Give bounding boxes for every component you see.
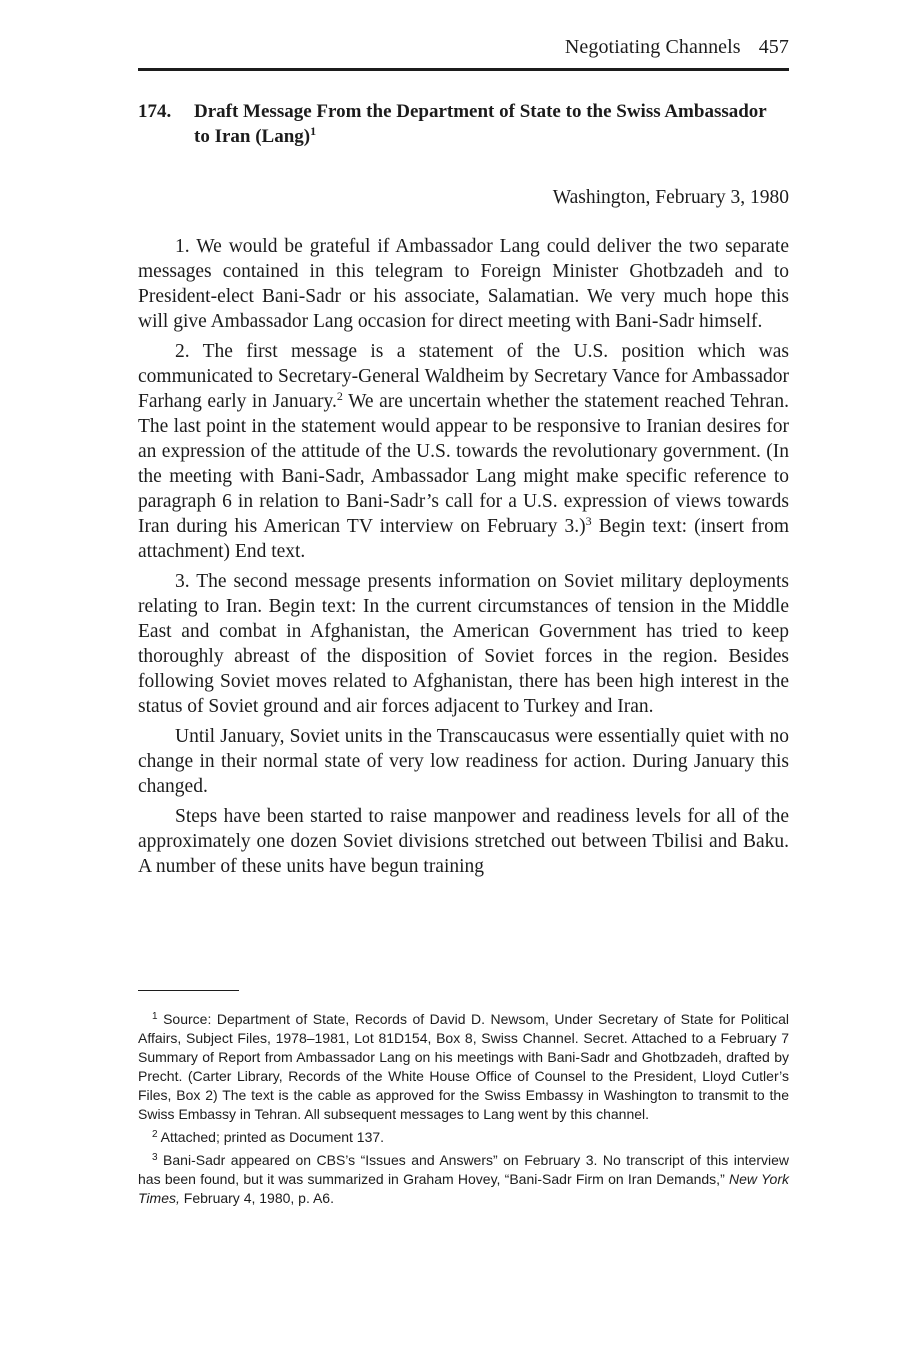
running-head bbox=[565, 36, 789, 59]
document-number: 174. bbox=[138, 101, 172, 122]
header-rule bbox=[138, 68, 789, 71]
paragraph-3: 3. The second message presents information on Soviet military deployments relating to Iran. Begin text: In the current circumstances of tension in the Middle East and combat in Afghanistan, the American Government has tried to keep thoroughly abreast of the disposition of Soviet forces in the region. Besides following Soviet moves related to Afghanistan, there has been high interest in the status of Soviet ground and air forces adjacent to Turkey and Iran. bbox=[138, 571, 789, 717]
paragraph-2 bbox=[138, 339, 789, 564]
footnote-ref: 2 bbox=[336, 389, 343, 403]
paragraph-1: 1. We would be grateful if Ambassador Lang could deliver the two separate messages contained in this telegram to Foreign Minister Ghotbzadeh and to President-elect Bani-Sadr or his associate, Salamatian. We very much hope this will give Ambassador Lang occasion for direct meeting with Bani-Sadr himself. bbox=[138, 236, 789, 332]
footnote-number: 1 bbox=[152, 1011, 158, 1022]
document-title-text: Draft Message From the Department of State to the Swiss Ambassador to Iran (Lang) bbox=[194, 101, 767, 147]
running-head-title: Negotiating Channels bbox=[564, 36, 741, 58]
footnotes bbox=[138, 1010, 789, 1212]
footnote-3 bbox=[138, 1151, 789, 1208]
footnote-text: Bani-Sadr appeared on CBS’s “Issues and Answers” on February 3. No transcript of this interview has been found, but it was summarized in Graham Hovey, “Bani-Sadr Firm on Iran Demands,” bbox=[138, 1152, 789, 1187]
footnote-1 bbox=[138, 1010, 789, 1124]
footnote-ref: 3 bbox=[585, 514, 592, 528]
document-heading bbox=[138, 99, 789, 149]
dateline: Washington, February 3, 1980 bbox=[552, 187, 789, 208]
footnote-ref: 1 bbox=[310, 124, 317, 138]
page-number: 457 bbox=[758, 36, 789, 58]
publication-title: New York Times, bbox=[138, 1171, 789, 1206]
paragraph-4: Until January, Soviet units in the Transcaucasus were essentially quiet with no change in their normal state of very low readiness for action. During January this changed. bbox=[138, 726, 789, 797]
paragraph-5: Steps have been started to raise manpower and readiness levels for all of the approximately one dozen Soviet divisions stretched out between Tbilisi and Baku. A number of these units have begun training bbox=[138, 806, 789, 877]
document-title bbox=[194, 99, 774, 149]
footnote-2 bbox=[138, 1128, 789, 1147]
footnote-number: 3 bbox=[152, 1152, 158, 1163]
body-text bbox=[138, 234, 789, 884]
footnote-rule bbox=[138, 990, 239, 991]
footnote-text: Attached; printed as Document 137. bbox=[157, 1129, 385, 1145]
paragraph-2-part-a: 2. The first message is a statement of the U.S. position which was communicated to Secretary-General Waldheim by Secretary Vance for Ambassador Farhang early in January. bbox=[138, 341, 789, 412]
footnote-number: 2 bbox=[152, 1129, 158, 1140]
paragraph-2-part-c: Begin text: (insert from attachment) End text. bbox=[138, 516, 789, 562]
paragraph-2-part-b: We are uncertain whether the statement reached Tehran. The last point in the statement would appear to be responsive to Iranian desires for an expression of the attitude of the U.S. towards the revolutionary government. (In the meeting with Bani-Sadr, Ambassador Lang might make specific reference to paragraph 6 in relation to Bani-Sadr’s call for a U.S. expression of views towards Iran during his American TV interview on February 3.) bbox=[138, 391, 789, 537]
footnote-text: February 4, 1980, p. A6. bbox=[179, 1190, 334, 1206]
footnote-text: Source: Department of State, Records of David D. Newsom, Under Secretary of State for Political Affairs, Subject Files, 1978–1981, Lot 81D154, Box 8, Swiss Channel. Secret. Attached to a February 7 Summary of Report from Ambassador Lang on his meetings with Bani-Sadr and Ghotbzadeh, drafted by Precht. (Carter Library, Records of the White House Office of Counsel to the President, Lloyd Cutler’s Files, Box 2) The text is the cable as approved for the Swiss Embassy in Washington to transmit to the Swiss Embassy in Tehran. All subsequent messages to Lang went by this channel. bbox=[138, 1011, 789, 1122]
